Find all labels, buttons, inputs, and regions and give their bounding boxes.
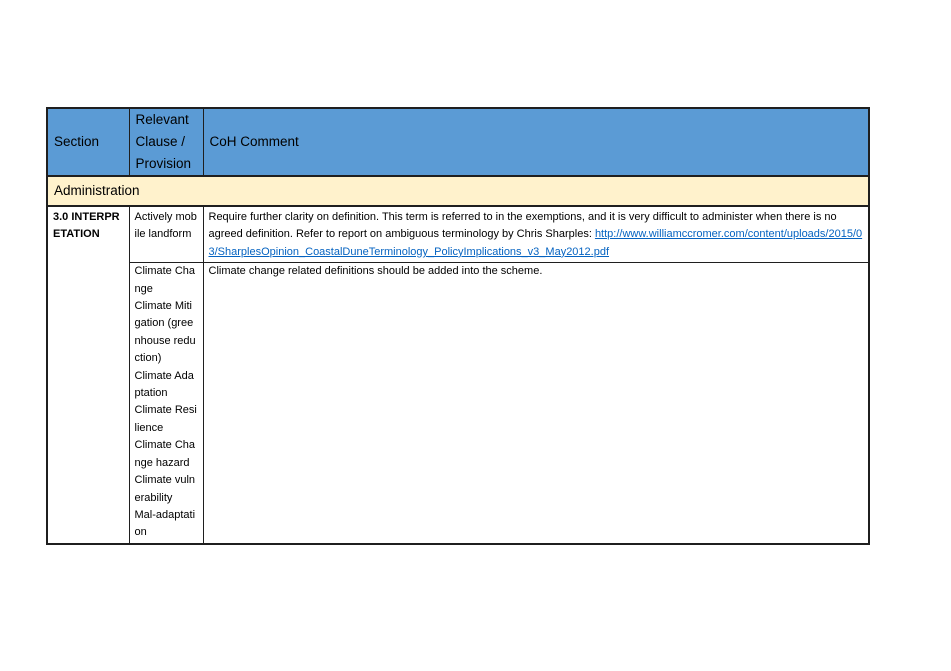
header-comment: CoH Comment — [203, 108, 869, 176]
clause-term: Climate Resilience — [134, 404, 197, 434]
comment-cell: Climate change related definitions should be added into the scheme. — [203, 263, 869, 544]
clause-cell: Actively mobile landform — [129, 206, 203, 263]
clause-terms-cell — [129, 263, 203, 544]
comment-table — [46, 107, 870, 545]
section-title-row — [47, 176, 869, 206]
table-row — [47, 206, 869, 263]
sharples-report-link[interactable]: http://www.williamccromer.com/content/uploads/2015/03/SharplesOpinion_CoastalDuneTerminology_PolicyImplications_v3_May2012.pdf — [208, 228, 863, 258]
table-row — [47, 263, 869, 544]
section-code: 3.0 INTERPRETATION — [47, 206, 129, 544]
comment-text: Require further clarity on definition. This term is referred to in the exemptions, and it is very difficult to administer when there is no agreed definition. Refer to report on ambiguous terminology by Chris Sharples: — [208, 211, 837, 241]
clause-term: Mal-adaptation — [134, 508, 196, 539]
clause-term: Climate vulnerability — [134, 474, 196, 504]
clause-term: Climate Change — [134, 265, 196, 295]
clause-term: Climate Adaptation — [134, 369, 194, 400]
header-section: Section — [47, 108, 129, 176]
header-clause: Relevant Clause / Provision — [129, 108, 203, 176]
clause-term: Climate Change hazard — [134, 439, 196, 469]
section-title: Administration — [47, 176, 869, 206]
comment-cell — [203, 206, 869, 263]
table-header-row — [47, 108, 869, 176]
clause-term: Climate Mitigation (greenhouse reduction) — [134, 300, 196, 365]
